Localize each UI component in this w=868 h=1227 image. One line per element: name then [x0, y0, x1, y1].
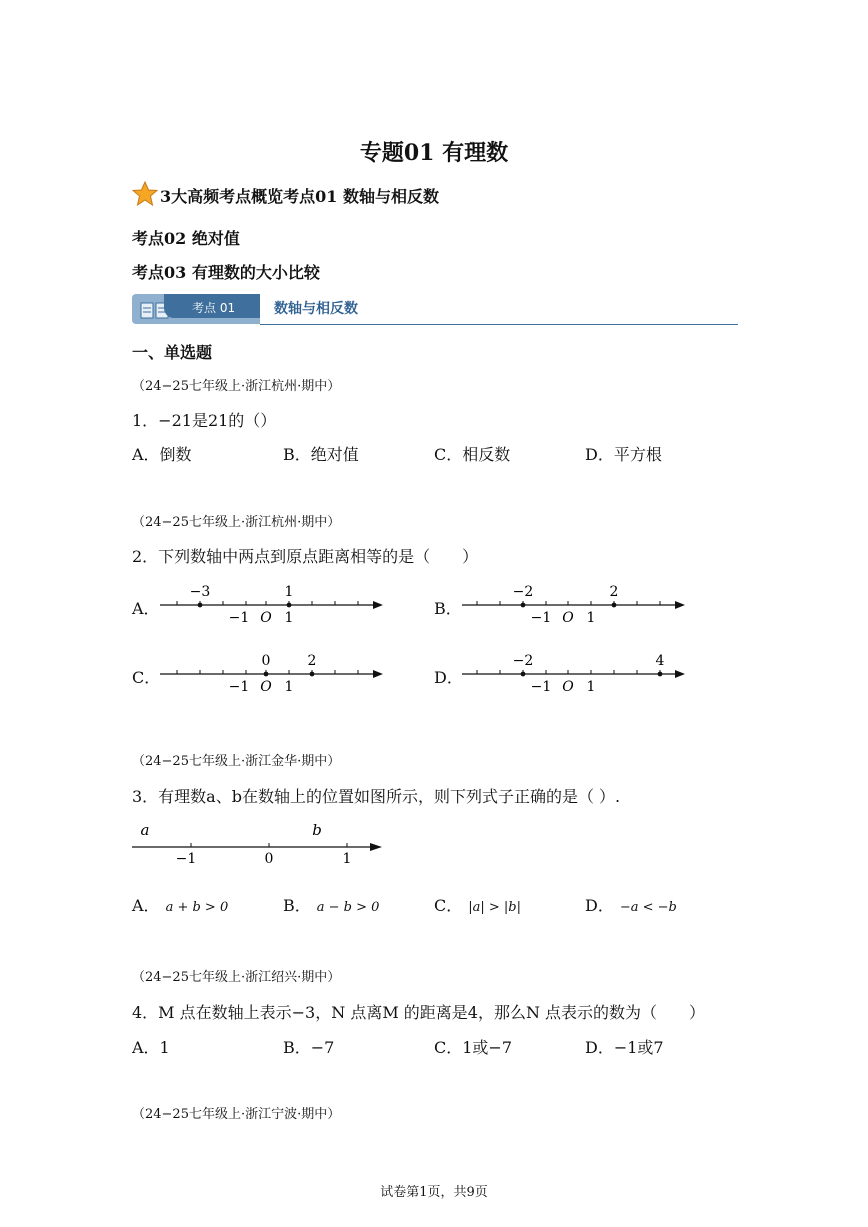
origin-label: O [562, 679, 574, 695]
point-label: −3 [189, 584, 211, 600]
banner-tab-label: 考点 01 [192, 301, 236, 315]
section-banner [132, 292, 738, 328]
overview-line-2: 考点02 绝对值 [132, 229, 240, 248]
option-d-letter: D． [434, 668, 463, 687]
option-b: B．−7 [283, 1038, 335, 1057]
page-title: 专题01 有理数 [359, 140, 509, 166]
question-source: （24−25七年级上·浙江绍兴·期中） [132, 970, 341, 985]
option-c: C．相反数 [434, 445, 511, 464]
point-label: −2 [512, 653, 534, 669]
point-b-label: b [312, 821, 322, 839]
option-a: A．倒数 [132, 445, 192, 464]
number-line-c [155, 647, 387, 699]
point-label: 0 [261, 653, 271, 669]
number-line-d [457, 647, 689, 699]
option-d: D．平方根 [585, 445, 662, 464]
tick-label: 1 [586, 679, 596, 695]
tick-label: 1 [284, 610, 294, 626]
option-d: D．−1或7 [585, 1038, 664, 1057]
question-stem: 3．有理数a、b在数轴上的位置如图所示，则下列式子正确的是（ ）. [132, 787, 621, 806]
point-label: 2 [307, 653, 317, 669]
tick-label: 0 [264, 851, 274, 867]
question-stem: 1．−21是21的（） [132, 411, 277, 430]
question-source: （24−25七年级上·浙江杭州·期中） [132, 379, 341, 394]
point-label: 1 [284, 584, 294, 600]
option-d: D． −a < −b [585, 896, 677, 915]
tick-label: 1 [586, 610, 596, 626]
option-a: A． a + b > 0 [132, 896, 229, 915]
tick-label: −1 [530, 679, 552, 695]
point-label: 4 [655, 653, 665, 669]
point-a-label: a [140, 821, 150, 839]
origin-label: O [260, 679, 272, 695]
origin-label: O [562, 610, 574, 626]
option-c-letter: C． [132, 668, 161, 687]
number-line-b [457, 578, 689, 630]
tick-label: −1 [175, 851, 197, 867]
overview-line-3: 考点03 有理数的大小比较 [132, 263, 320, 282]
banner-title: 数轴与相反数 [274, 301, 358, 317]
number-line-ab [128, 818, 390, 870]
question-stem: 4．M 点在数轴上表示−3，N 点离M 的距离是4，那么N 点表示的数为（ ） [132, 1003, 706, 1022]
option-b: B． a − b > 0 [283, 896, 380, 915]
number-line-a [155, 578, 387, 630]
option-c: C．1或−7 [434, 1038, 513, 1057]
question-source: （24−25七年级上·浙江宁波·期中） [132, 1107, 341, 1122]
option-c: C． |a| > |b| [434, 896, 521, 915]
question-stem: 2．下列数轴中两点到原点距离相等的是（ ） [132, 547, 479, 566]
tick-label: 1 [284, 679, 294, 695]
option-a: A．1 [132, 1038, 170, 1057]
question-source: （24−25七年级上·浙江杭州·期中） [132, 515, 341, 530]
option-a-letter: A． [132, 599, 160, 618]
tick-label: −1 [530, 610, 552, 626]
star-icon [132, 181, 158, 207]
origin-label: O [260, 610, 272, 626]
tick-label: 1 [342, 851, 352, 867]
option-b: B．绝对值 [283, 445, 359, 464]
section-heading: 一、单选题 [132, 343, 213, 362]
overview-line-1: 3大高频考点概览考点01 数轴与相反数 [132, 184, 439, 207]
tick-label: −1 [228, 679, 250, 695]
question-source: （24−25七年级上·浙江金华·期中） [132, 754, 341, 769]
tick-label: −1 [228, 610, 250, 626]
page-footer: 试卷第1页，共9页 [380, 1185, 488, 1200]
banner-underline [260, 324, 738, 325]
option-b-letter: B． [434, 599, 462, 618]
point-label: −2 [512, 584, 534, 600]
point-label: 2 [609, 584, 619, 600]
